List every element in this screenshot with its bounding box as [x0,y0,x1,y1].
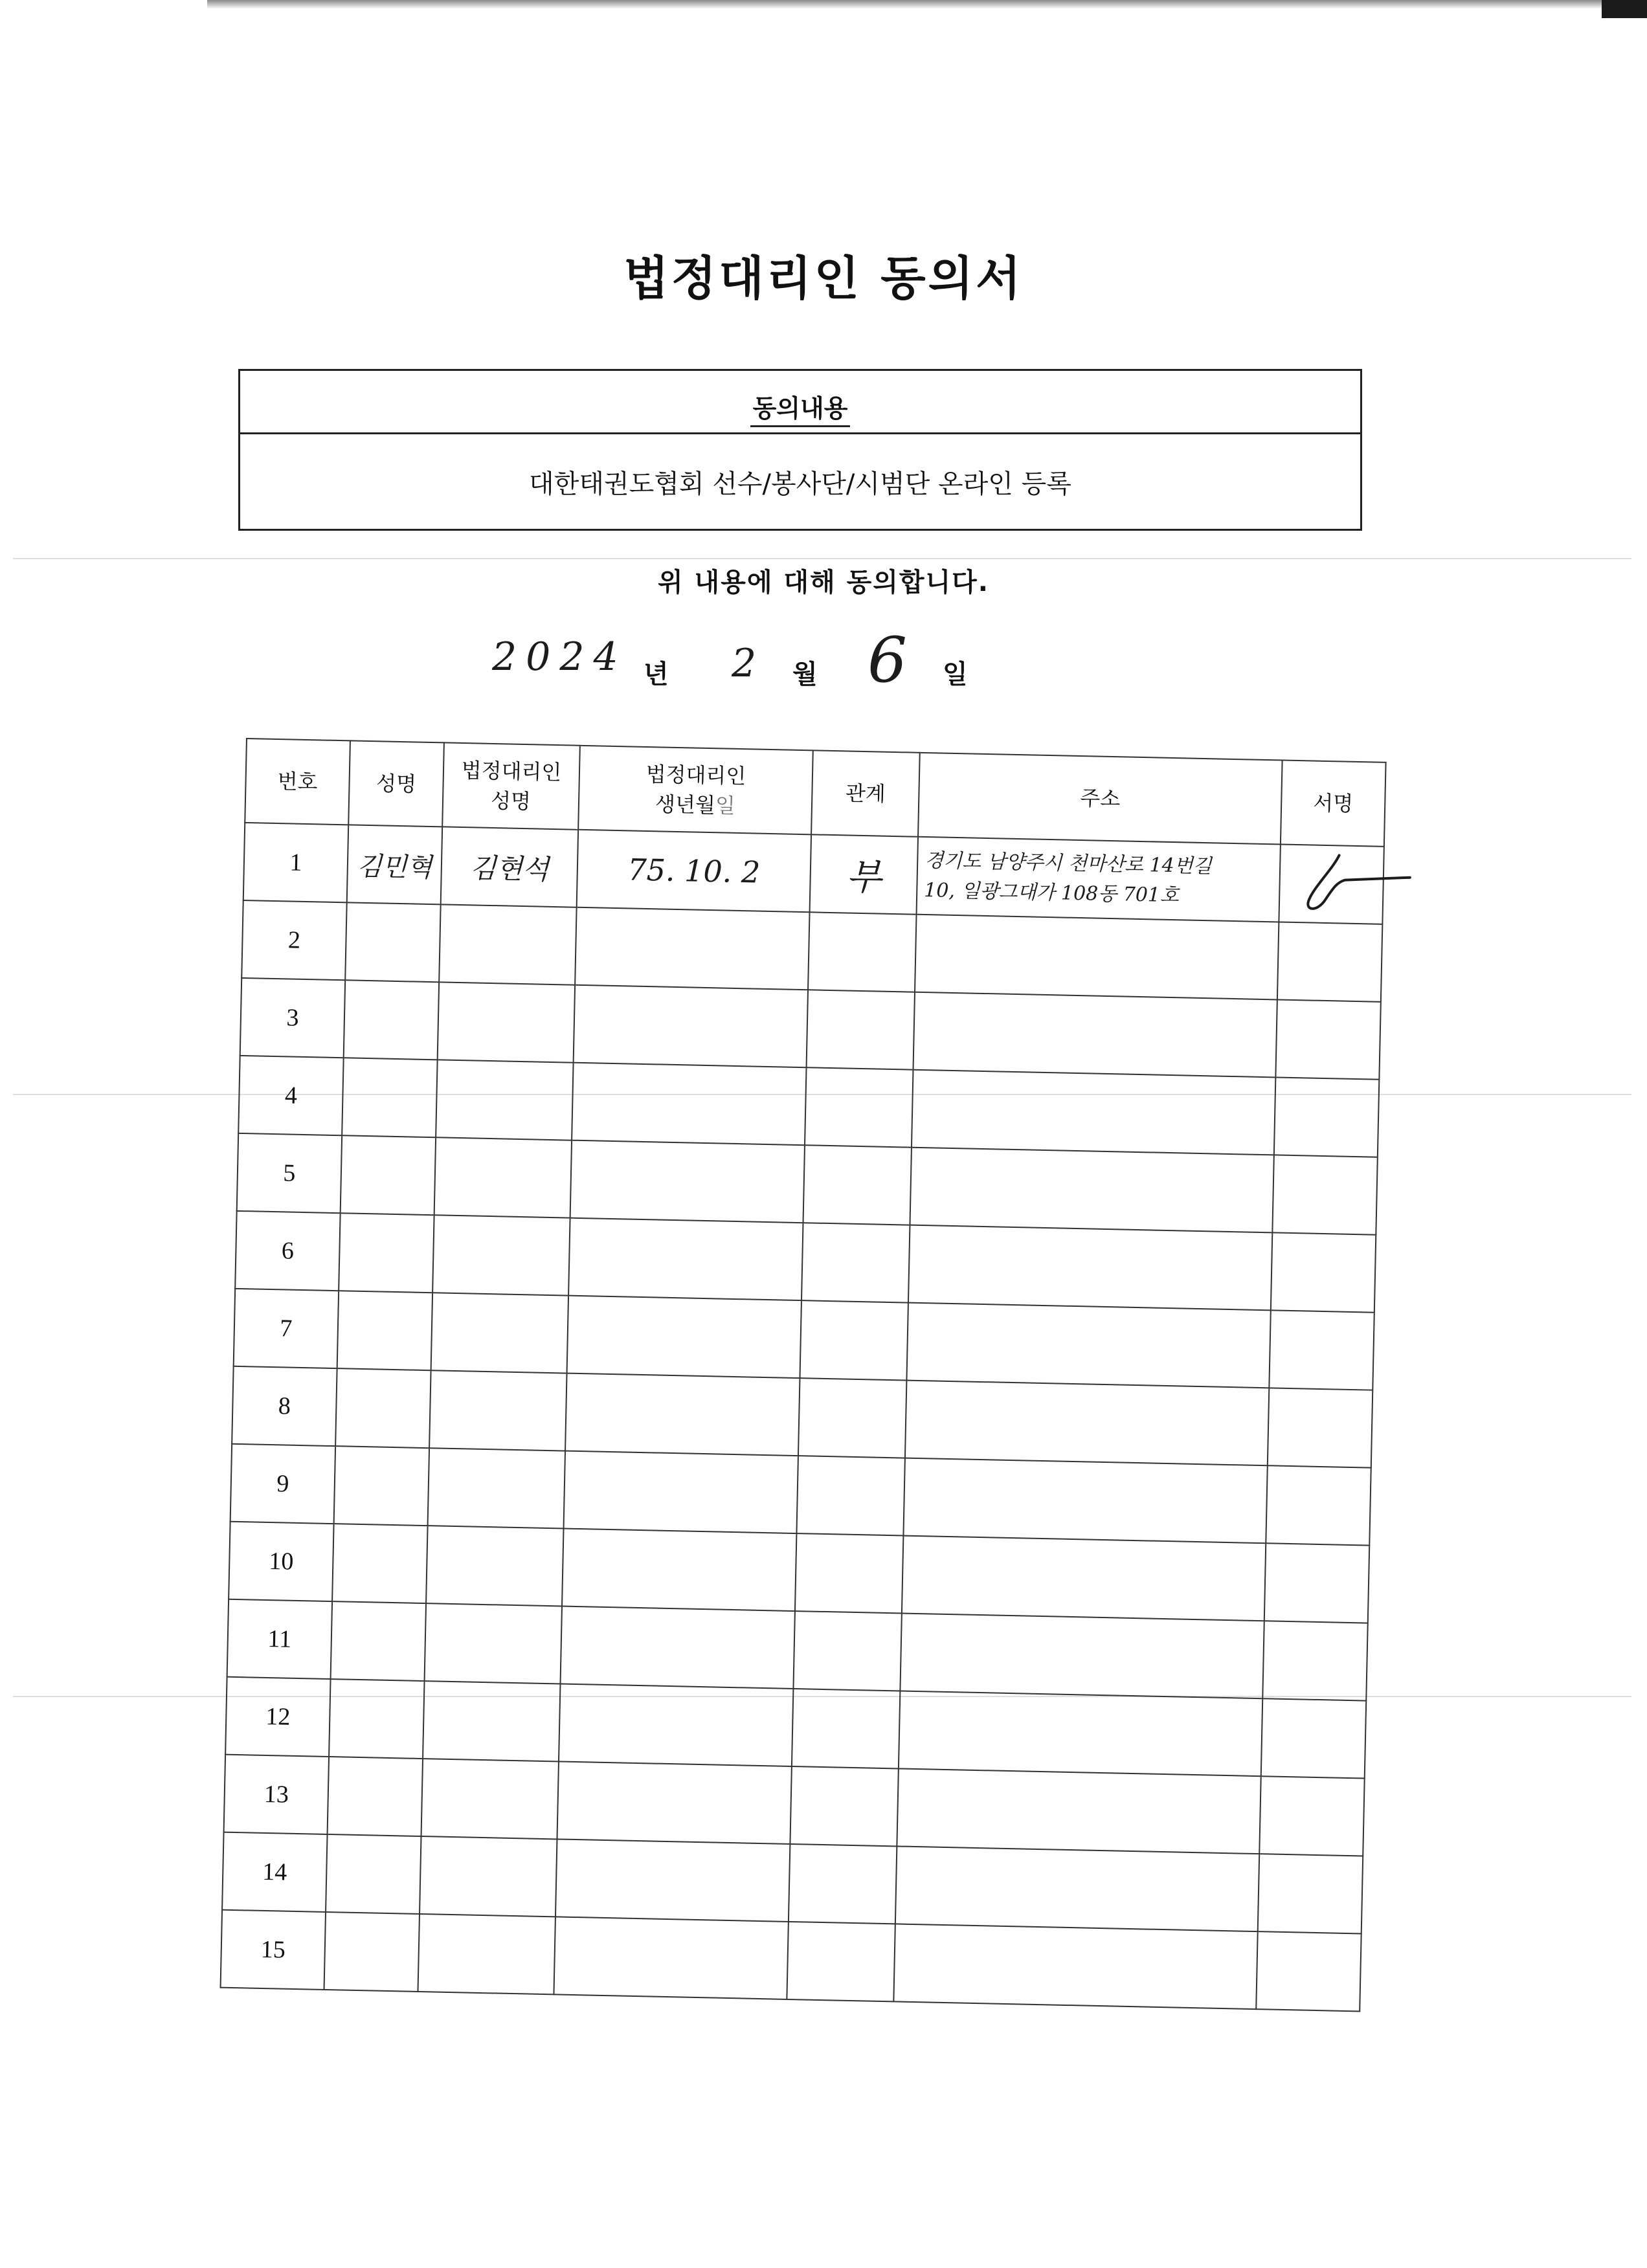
row-name [329,1679,424,1759]
row-signature [1269,1310,1374,1390]
row-number: 12 [225,1677,330,1757]
row-relation [795,1533,903,1613]
row-address [899,1691,1262,1776]
row-address [903,1458,1267,1544]
consent-box [238,369,1362,531]
header-address: 주소 [918,753,1283,845]
row-guardian-birth [557,1761,791,1844]
row-number: 8 [232,1366,337,1446]
row-signature [1268,1388,1372,1467]
row-guardian-name [441,827,578,907]
header-guardian-birth-line1: 법정대리인 [645,761,746,789]
row-signature [1279,845,1384,924]
row-guardian-birth [572,1063,806,1146]
row-number: 11 [227,1599,332,1679]
row-number: 13 [224,1755,329,1834]
row-name [339,1213,434,1293]
row-guardian-name [429,1370,566,1451]
row-name [328,1757,423,1836]
row-guardian-birth [562,1529,796,1612]
row-address [906,1303,1270,1388]
row-relation [807,990,915,1069]
row-guardian-name [418,1914,555,1994]
row-guardian-name [431,1293,568,1373]
row-relation [803,1145,911,1225]
row-relation [810,834,918,914]
row-number: 4 [238,1056,343,1135]
row-address [895,1846,1259,1931]
row-name [324,1912,420,1992]
row-address [917,837,1281,922]
row-number: 2 [241,900,346,980]
row-signature [1266,1465,1371,1545]
header-guardian-birth-line2: 생년월 [655,792,716,818]
header-signature: 서명 [1281,761,1386,847]
address-line2-handwritten: 10, 일광그대가 108동 701호 [923,878,1180,907]
guardian-name-handwritten: 김현석 [469,852,550,885]
row-guardian-name [434,1137,572,1217]
row-name [345,902,440,982]
row-address [915,915,1279,1000]
header-guardian-name-line1: 법정대리인 [461,757,562,785]
row-guardian-birth [564,1451,798,1534]
row-guardian-name [425,1603,562,1684]
row-guardian-birth [555,1839,790,1922]
row-guardian-birth [568,1218,803,1301]
row-signature [1261,1698,1366,1778]
header-guardian-birth-day: 일 [715,793,736,818]
row-name [334,1446,429,1526]
date-day-handwritten: 6 [868,624,908,696]
row-guardian-birth [560,1606,794,1689]
name-handwritten: 김민혁 [356,851,432,883]
row-signature [1262,1621,1367,1700]
row-name [342,1058,437,1137]
row-number: 10 [229,1522,333,1601]
row-signature [1264,1543,1369,1623]
row-relation [808,912,916,992]
date-month-label: 월 [792,660,818,689]
row-number: 7 [234,1289,339,1368]
row-relation [800,1300,908,1380]
row-address [893,1924,1257,2009]
row-signature [1272,1155,1377,1234]
row-relation [790,1766,898,1846]
guardian-birth-handwritten: 75. 10. 2 [627,852,761,890]
row-guardian-name [423,1681,560,1761]
row-address [913,992,1277,1078]
row-number: 15 [221,1910,326,1990]
row-name [332,1524,427,1603]
header-guardian-birth [578,746,813,835]
row-relation [801,1223,910,1302]
document-title: 법정대리인 동의서 [623,251,1024,306]
row-name [337,1291,432,1370]
row-address [912,1070,1275,1155]
guardian-table-wrap [220,738,1385,2012]
consent-content: 대한태권도협회 선수/봉사단/시범단 온라인 등록 [529,469,1071,499]
date-year-handwritten: 2024 [492,634,627,680]
row-guardian-name [439,904,576,984]
date-year-label: 년 [644,660,669,689]
scan-artifact-line [13,558,1631,559]
row-guardian-name [420,1836,557,1917]
row-signature [1277,922,1382,1001]
row-relation [805,1067,913,1147]
row-number: 3 [240,978,345,1058]
scan-top-shadow [207,0,1606,9]
header-number: 번호 [245,739,350,825]
header-guardian-name-line2: 성명 [490,788,532,814]
row-address [910,1148,1273,1233]
header-name: 성명 [348,740,444,827]
row-signature [1274,1077,1379,1157]
row-name [341,1135,436,1215]
row-guardian-name [432,1215,570,1295]
row-name [347,825,442,904]
row-relation [796,1456,904,1535]
row-address [908,1225,1272,1311]
row-signature [1256,1931,1361,2011]
row-signature [1271,1232,1376,1312]
row-guardian-birth [559,1684,793,1766]
row-signature [1258,1854,1363,1933]
row-guardian-birth [570,1140,805,1223]
row-name [331,1601,426,1681]
row-number: 14 [222,1832,327,1912]
row-address [905,1381,1269,1466]
row-guardian-birth [565,1373,800,1456]
row-address [902,1536,1266,1621]
row-guardian-birth [567,1296,801,1379]
signature-scribble [1286,849,1417,917]
row-number: 6 [235,1211,340,1291]
row-guardian-name [436,1060,573,1140]
consent-header-label: 동의내용 [750,388,851,427]
row-number: 5 [237,1133,342,1213]
header-relation: 관계 [811,750,920,836]
row-name [344,980,439,1060]
consent-header [240,371,1360,434]
row-name [326,1834,421,1914]
row-relation [798,1378,906,1458]
address-line1-handwritten: 경기도 남양주시 천마산로 14번길 [924,849,1213,878]
row-guardian-name [428,1448,565,1528]
row-relation [787,1922,895,2001]
relation-handwritten: 부 [846,856,882,899]
row-number: 1 [243,823,348,902]
row-address [897,1768,1260,1854]
date-line [0,624,1647,699]
scan-corner-mark [1602,0,1647,18]
row-relation [789,1844,897,1924]
row-signature [1275,999,1380,1079]
row-signature [1259,1776,1364,1856]
date-day-label: 일 [943,660,968,689]
row-number: 9 [230,1444,335,1524]
guardian-table [220,738,1387,2012]
date-month-handwritten: 2 [732,641,757,686]
row-relation [792,1689,900,1768]
row-guardian-birth [577,830,811,913]
agreement-statement: 위 내용에 대해 동의합니다. [657,568,989,597]
row-guardian-name [421,1759,559,1839]
row-name [335,1368,431,1448]
row-guardian-birth [554,1917,788,1999]
row-guardian-birth [575,907,809,990]
row-guardian-birth [574,985,808,1068]
header-guardian-name [442,742,580,829]
row-address [900,1614,1264,1699]
row-relation [793,1611,901,1691]
row-guardian-name [426,1526,563,1606]
row-guardian-name [438,982,575,1062]
